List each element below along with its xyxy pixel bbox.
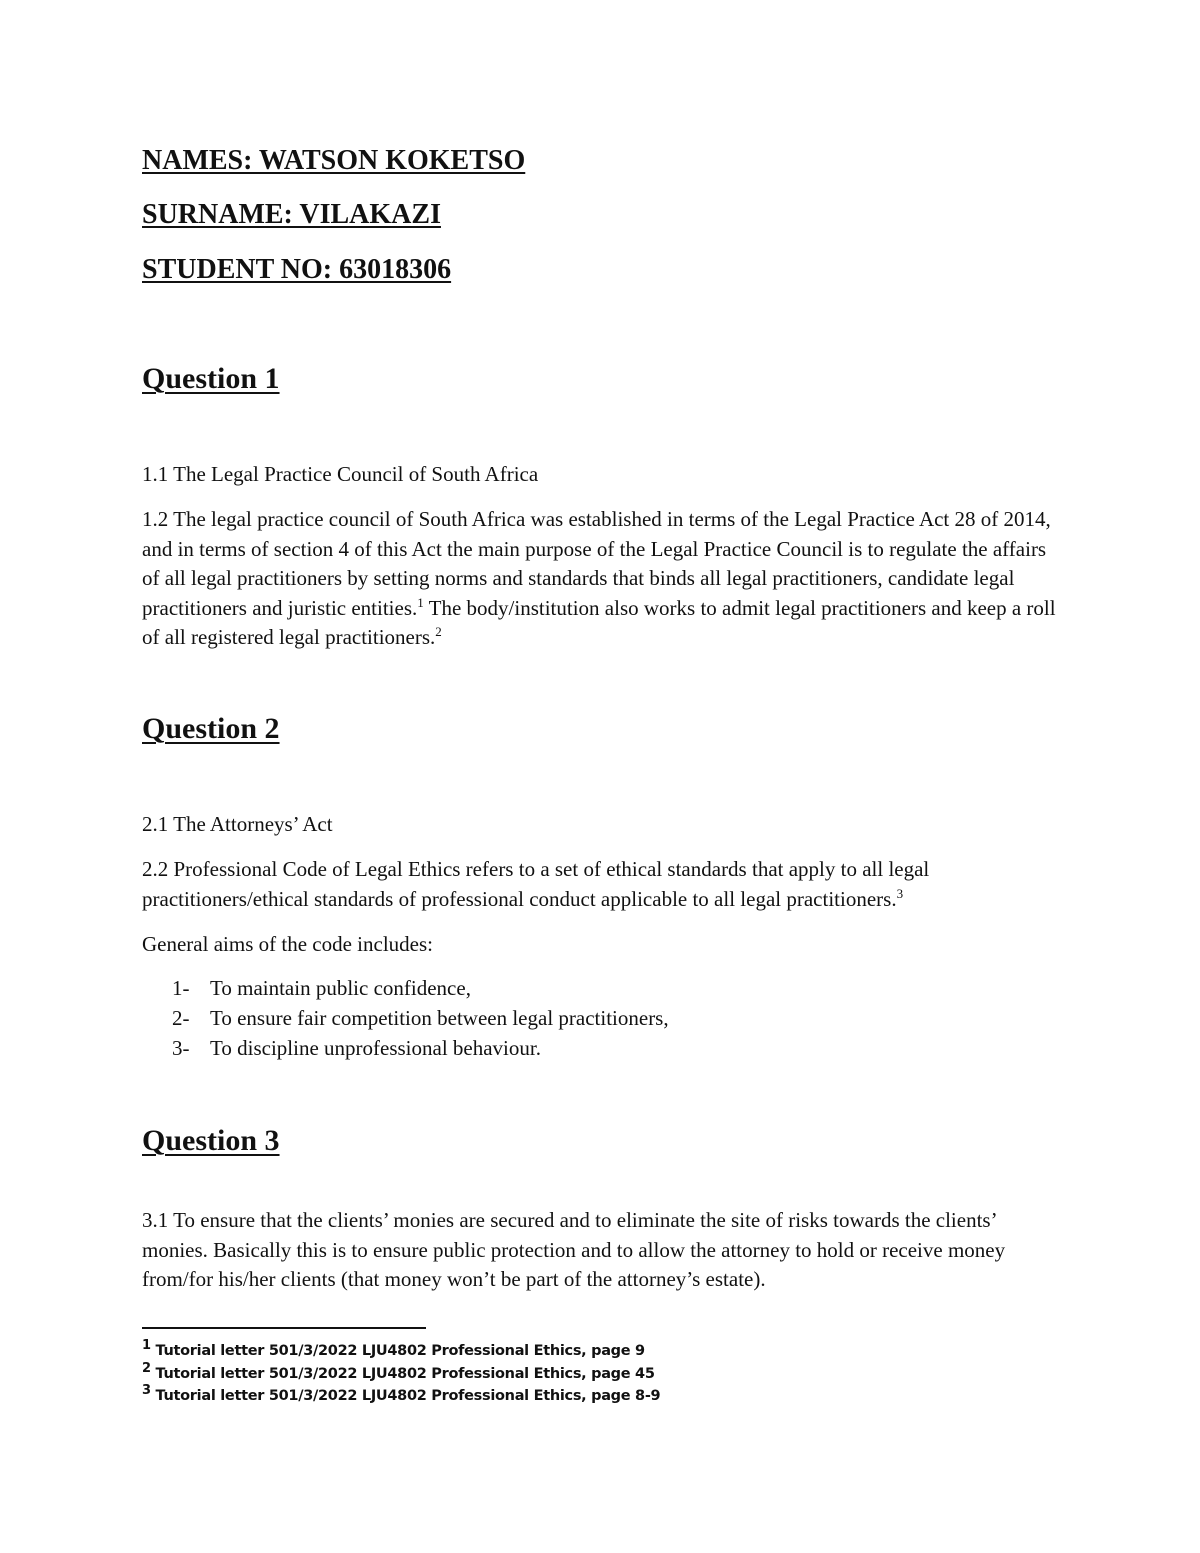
footnote-text: Tutorial letter 501/3/2022 LJU4802 Professional Ethics, page 45 [150,1365,655,1382]
footnote-ref-3: 3 [896,885,904,901]
footnote [142,1385,660,1408]
footnote-number: 2 [142,1360,151,1376]
footnotes [142,1340,660,1408]
footnote-ref-2: 2 [435,624,442,639]
answer-3-1: 3.1 To ensure that the clients’ monies are secured and to eliminate the site of risks towards the clients’ monies. Basically this is to ensure public protection and to allow the attorney to hold or receive money from/for his/her clients (that money won’t be part of the attorney’s estate). [142,1208,1006,1291]
student-number-line: STUDENT NO: 63018306 [142,254,452,285]
answer-2-2-text: 2.2 Professional Code of Legal Ethics refers to a set of ethical standards that apply to all legal practitioners/ethical standards of professional conduct applicable to all legal practitioners. [142,857,930,911]
surname-line: SURNAME: VILAKAZI [142,199,441,230]
footnote-ref-1: 1 [417,594,424,610]
list-item [172,1033,669,1063]
names-line: NAMES: WATSON KOKETSO [142,145,526,176]
answer-1-2-text-a: 1.2 The legal practice council of South Africa was established in terms of the Legal Practice Act 28 of 2014, and in terms of section 4 of this Act the main purpose of the Legal Practice Council is to regulate the affairs of all legal practitioners by setting norms and standards that binds all legal practitioners, candidate legal practitioners and juristic entities. [142,507,1051,620]
list-item-text: To maintain public confidence, [210,976,471,1000]
answer-1-2-text-b: The body/institution also works to admit legal practitioners and keep a roll of all registered legal practitioners. [142,595,1056,649]
footnote [142,1360,660,1386]
footnote-number: 3 [142,1383,151,1399]
footnote-separator [142,1327,426,1329]
list-item-number: 2- [172,1006,190,1030]
list-item [172,1003,669,1033]
answer-2-2 [142,855,1062,914]
answer-1-1: 1.1 The Legal Practice Council of South Africa [142,462,539,486]
footnote-text: Tutorial letter 501/3/2022 LJU4802 Professional Ethics, page 9 [150,1343,645,1359]
question-1-heading: Question 1 [142,362,280,395]
footnote-text: Tutorial letter 501/3/2022 LJU4802 Professional Ethics, page 8-9 [150,1388,661,1404]
list-item-number: 1- [172,976,190,1000]
answer-1-2 [142,505,1062,653]
list-item-text: To discipline unprofessional behaviour. [210,1036,541,1060]
footnote [142,1340,660,1363]
list-item-text: To ensure fair competition between legal practitioners, [210,1006,669,1030]
list-item-number: 3- [172,1036,190,1060]
answer-2-1: 2.1 The Attorneys’ Act [142,812,333,836]
footnote-number: 1 [142,1338,151,1354]
list-item [172,973,669,1003]
question-2-heading: Question 2 [142,712,280,745]
aims-intro: General aims of the code includes: [142,932,433,956]
question-3-heading: Question 3 [142,1124,280,1157]
aims-list [172,973,669,1063]
